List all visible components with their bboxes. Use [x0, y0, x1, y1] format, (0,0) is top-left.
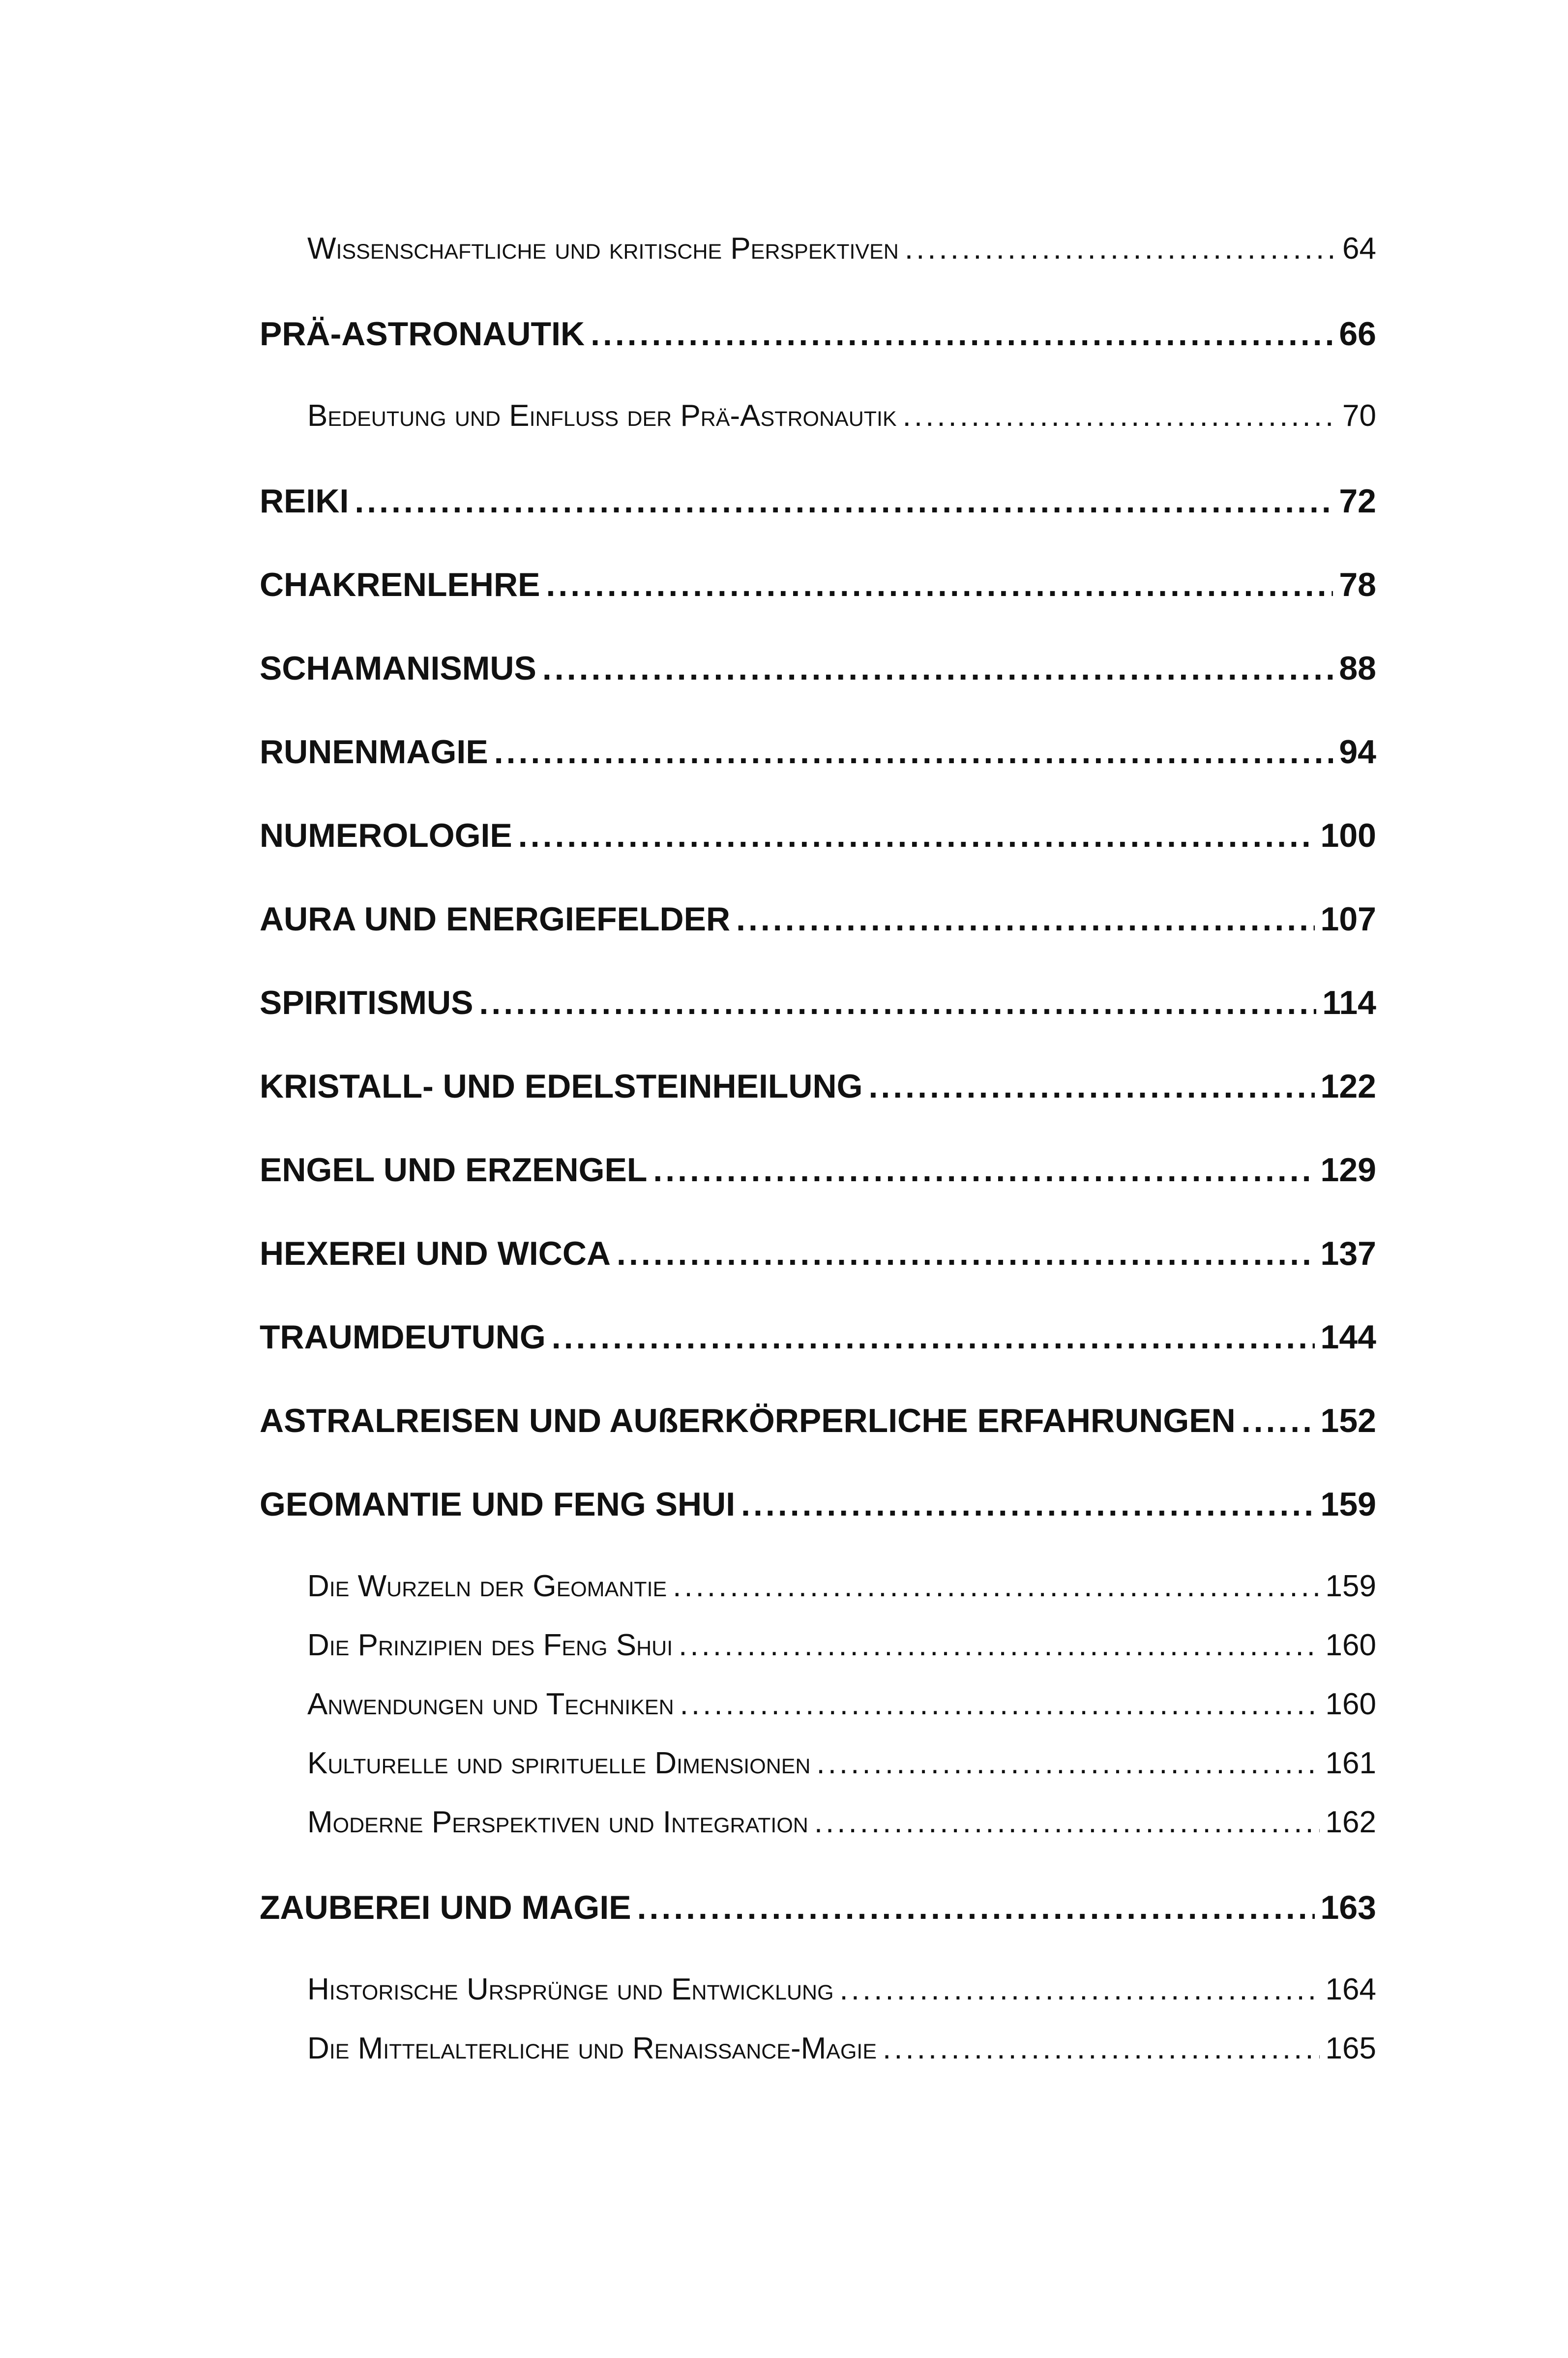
toc-dot-leader: [542, 649, 1333, 687]
toc-entry: [260, 315, 1376, 353]
toc-entry: [307, 1628, 1376, 1663]
toc-entry-page: 114: [1322, 984, 1376, 1021]
toc-entry: [307, 1972, 1376, 2007]
toc-entry-title: Moderne Perspektiven und Integration: [307, 1805, 808, 1839]
toc-entry-title: Die Prinzipien des Feng Shui: [307, 1628, 673, 1662]
toc-entry-page: 162: [1325, 1805, 1376, 1839]
toc-entry-page: 161: [1325, 1746, 1376, 1780]
toc-entry-title: NUMEROLOGIE: [260, 817, 512, 854]
toc-entry-page: 94: [1339, 733, 1376, 771]
toc-entry-page: 88: [1339, 650, 1376, 687]
toc-entry-page: 137: [1320, 1235, 1376, 1272]
toc-entry-page: 122: [1320, 1068, 1376, 1105]
toc-dot-leader: [546, 566, 1333, 604]
toc-dot-leader: [673, 1569, 1319, 1604]
toc-dot-leader: [355, 482, 1333, 520]
toc-entry-title: HEXEREI UND WICCA: [260, 1235, 611, 1272]
toc-entry-page: 152: [1320, 1402, 1376, 1439]
toc-entry: [260, 482, 1376, 520]
toc-entry-title: Kulturelle und spirituelle Dimensionen: [307, 1746, 811, 1780]
toc-entry-title: Historische Ursprünge und Entwicklung: [307, 1972, 834, 2006]
toc-entry-title: Wissenschaftliche und kritische Perspektiven: [307, 232, 899, 266]
toc-entry-page: 107: [1320, 900, 1376, 938]
toc-dot-leader: [680, 1687, 1320, 1722]
toc-entry: [307, 1569, 1376, 1604]
toc-dot-leader: [869, 1067, 1315, 1105]
toc-entry: [260, 816, 1376, 855]
toc-entry-title: REIKI: [260, 482, 349, 520]
toc-dot-leader: [679, 1628, 1319, 1663]
toc-entry-page: 164: [1325, 1972, 1376, 2006]
toc-entry: [260, 1067, 1376, 1105]
toc-entry-page: 160: [1325, 1628, 1376, 1662]
toc-dot-leader: [903, 398, 1336, 433]
toc-entry: [260, 1485, 1376, 1523]
toc-entry-page: 66: [1339, 315, 1376, 353]
toc-dot-leader: [905, 231, 1336, 266]
toc-entry-title: KRISTALL- UND EDELSTEINHEILUNG: [260, 1068, 863, 1105]
toc-entry: [307, 1805, 1376, 1840]
toc-entry-title: Anwendungen und Techniken: [307, 1687, 674, 1721]
toc-entry-title: Die Wurzeln der Geomantie: [307, 1569, 667, 1603]
toc-entry-title: GEOMANTIE UND FENG SHUI: [260, 1486, 736, 1523]
toc-entry-title: PRÄ-ASTRONAUTIK: [260, 315, 585, 353]
toc-entry-page: 159: [1320, 1486, 1376, 1523]
toc-entry-page: 72: [1339, 482, 1376, 520]
toc-entry-title: Bedeutung und Einfluss der Prä-Astronautik: [307, 399, 897, 433]
toc-entry: [260, 733, 1376, 771]
toc-entry-page: 160: [1325, 1687, 1376, 1721]
toc-dot-leader: [479, 984, 1317, 1022]
toc-entry: [260, 1151, 1376, 1189]
toc-entry-title: SPIRITISMUS: [260, 984, 473, 1021]
toc-entry-title: ENGEL UND ERZENGEL: [260, 1151, 648, 1189]
toc-entry: [260, 1402, 1376, 1440]
toc-entry-title: CHAKRENLEHRE: [260, 566, 540, 603]
toc-entry: [260, 1234, 1376, 1273]
toc-entry-title: TRAUMDEUTUNG: [260, 1318, 546, 1356]
toc-entry-page: 64: [1342, 232, 1376, 266]
toc-dot-leader: [552, 1318, 1315, 1356]
toc-entry-title: ASTRALREISEN UND AUßERKÖRPERLICHE ERFAHRUNGEN: [260, 1402, 1236, 1439]
toc-dot-leader: [494, 733, 1333, 771]
toc-dot-leader: [883, 2031, 1320, 2066]
toc-dot-leader: [840, 1972, 1320, 2007]
toc-entry-title: AURA UND ENERGIEFELDER: [260, 900, 731, 938]
toc-entry-page: 159: [1325, 1569, 1376, 1603]
toc-entry-page: 129: [1320, 1151, 1376, 1189]
toc-entry-page: 78: [1339, 566, 1376, 603]
toc-entry-page: 100: [1320, 817, 1376, 854]
toc-entry: [307, 398, 1376, 433]
toc-dot-leader: [518, 816, 1315, 855]
toc-entry-page: 163: [1320, 1889, 1376, 1926]
toc-dot-leader: [653, 1151, 1314, 1189]
toc-dot-leader: [814, 1805, 1320, 1840]
toc-entry: [307, 2031, 1376, 2066]
toc-dot-leader: [617, 1234, 1314, 1273]
toc-entry: [260, 649, 1376, 687]
toc-dot-leader: [637, 1888, 1315, 1927]
toc-entry: [307, 1746, 1376, 1781]
toc-entry-page: 144: [1320, 1318, 1376, 1356]
toc-dot-leader: [741, 1485, 1314, 1523]
toc-dot-leader: [816, 1746, 1319, 1781]
toc-entry-title: ZAUBEREI UND MAGIE: [260, 1889, 631, 1926]
toc-entry: [260, 1318, 1376, 1356]
toc-entry: [260, 566, 1376, 604]
toc-dot-leader: [591, 315, 1333, 353]
toc-entry: [260, 900, 1376, 938]
toc-entry: [260, 1888, 1376, 1927]
toc-entry-title: RUNENMAGIE: [260, 733, 488, 771]
toc-dot-leader: [1242, 1402, 1315, 1440]
toc-dot-leader: [736, 900, 1314, 938]
toc-entry-title: Die Mittelalterliche und Renaissance-Magie: [307, 2031, 877, 2065]
toc-entry-page: 165: [1325, 2031, 1376, 2065]
toc-entry: [307, 231, 1376, 266]
toc-entry-page: 70: [1342, 399, 1376, 433]
toc-entry: [260, 984, 1376, 1022]
toc-entry: [307, 1687, 1376, 1722]
toc-entry-title: SCHAMANISMUS: [260, 650, 536, 687]
